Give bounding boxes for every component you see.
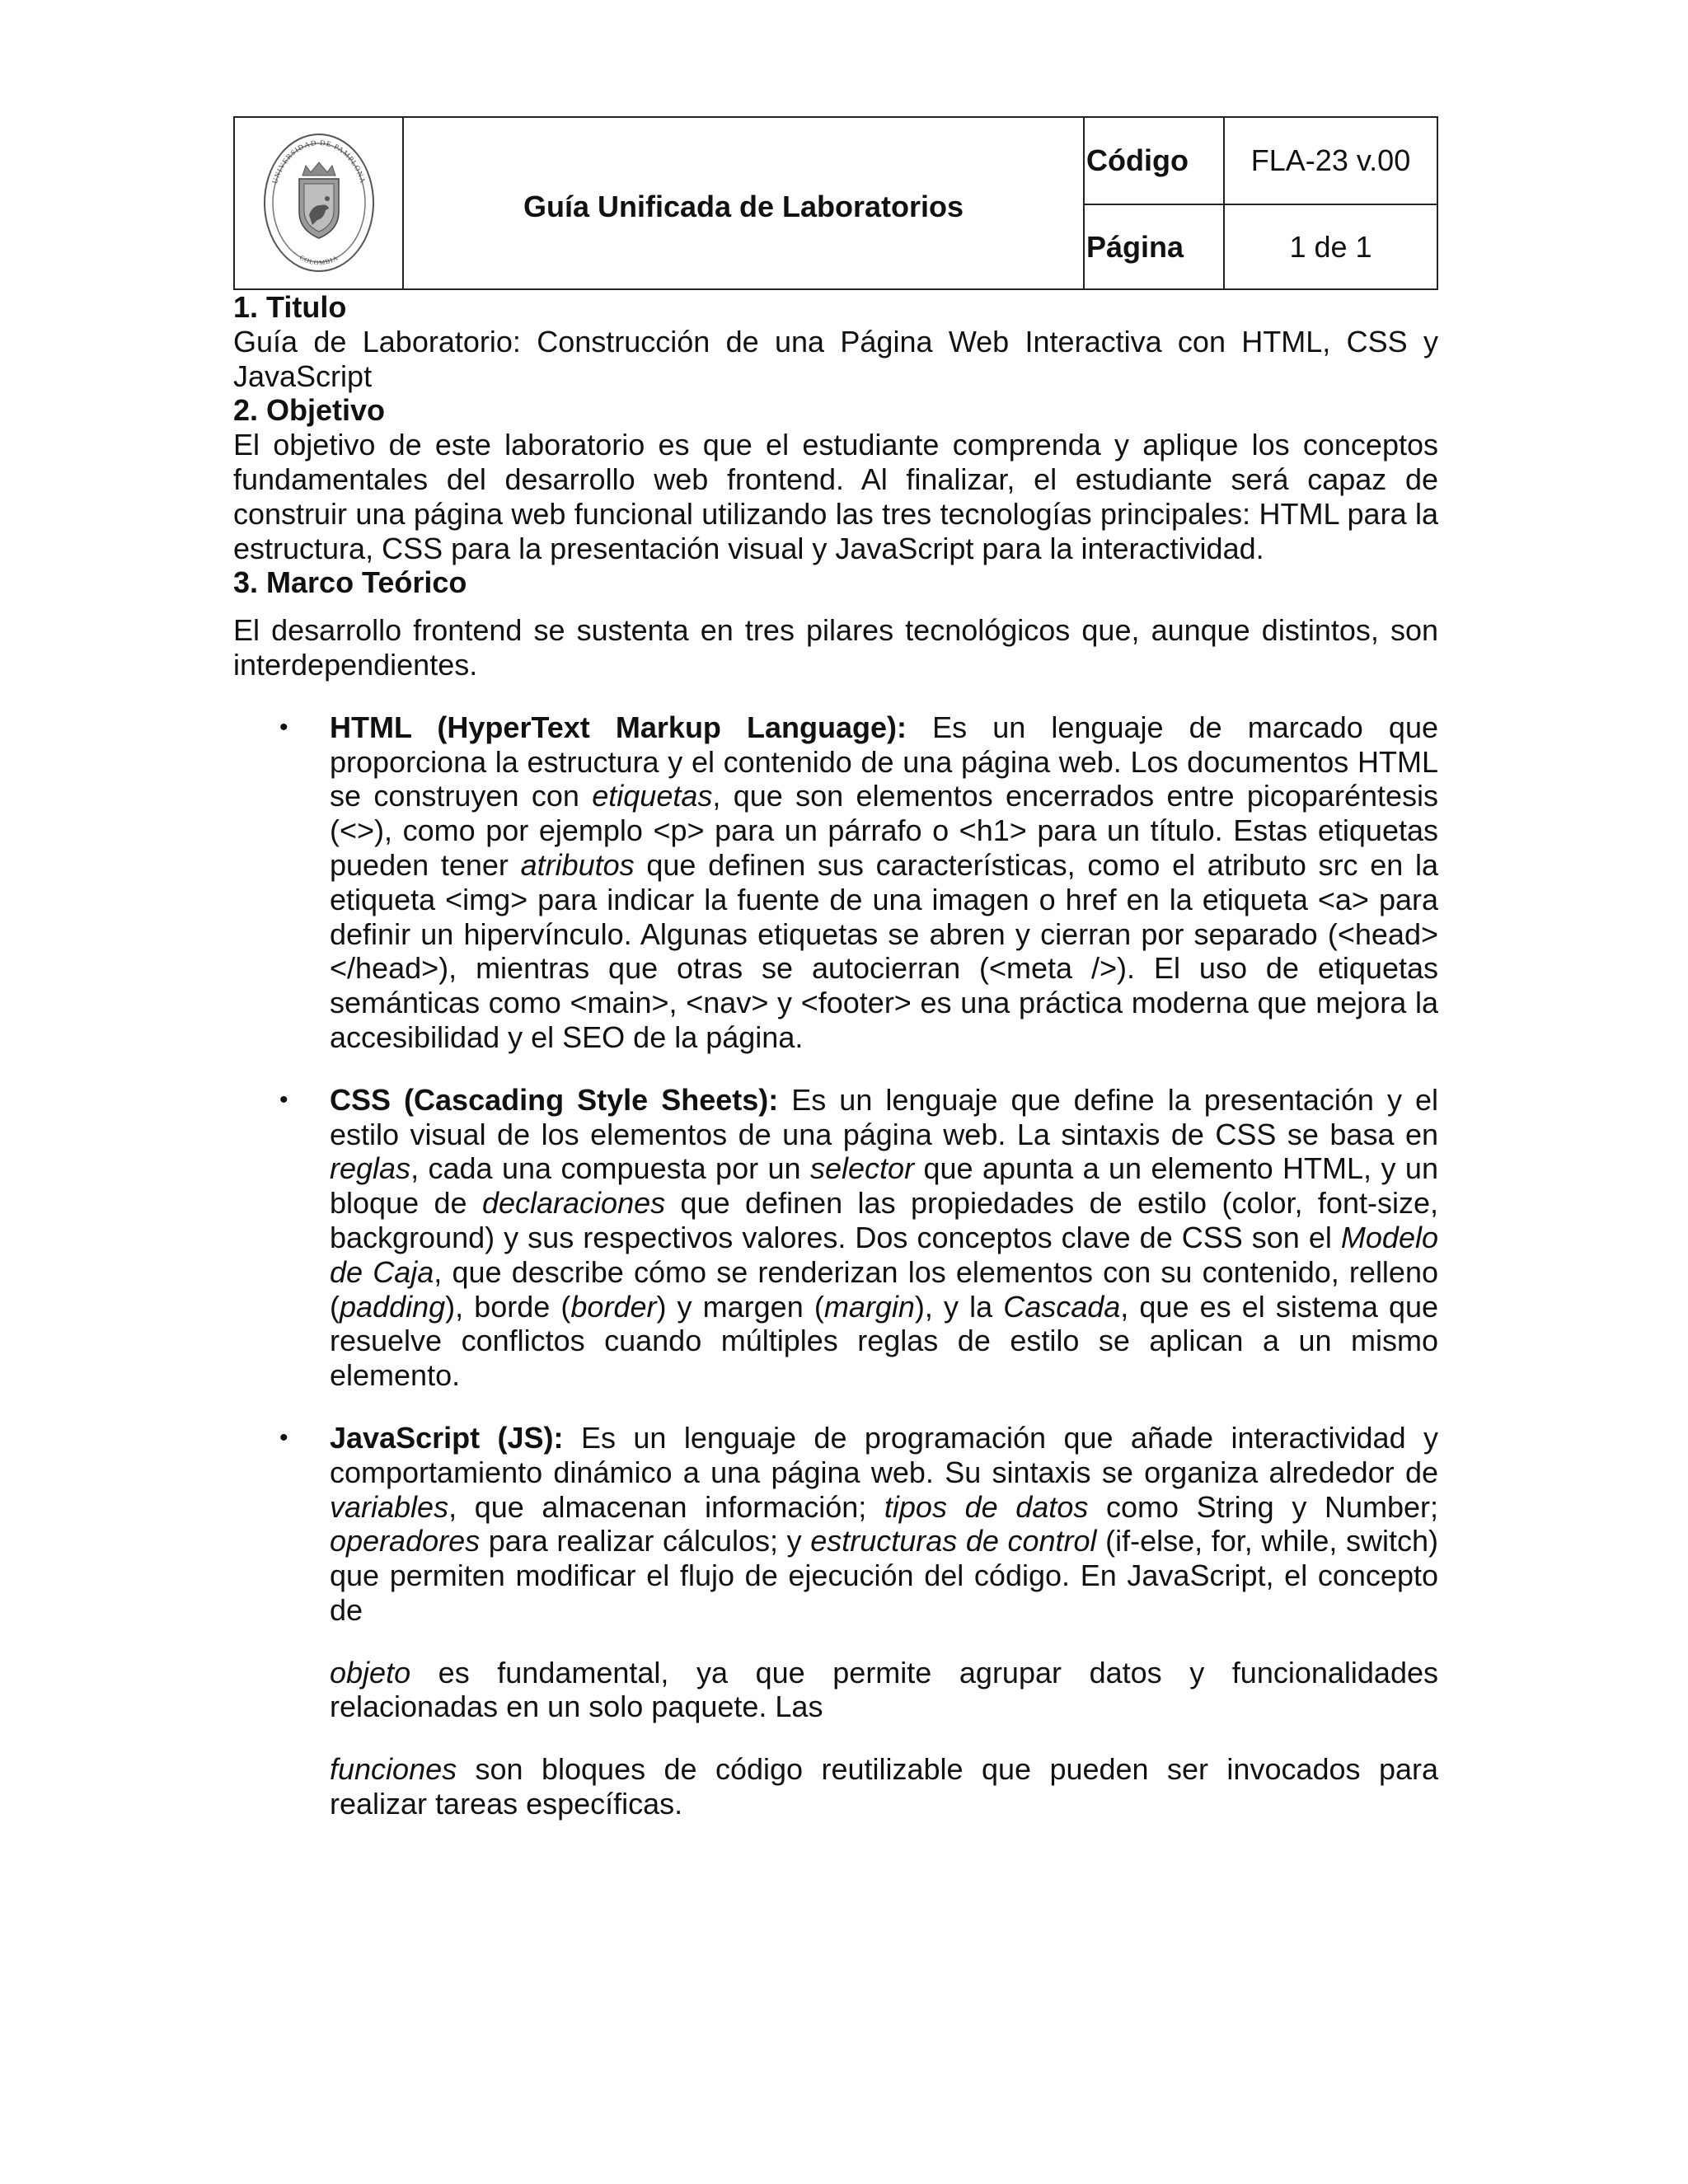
text-run: que apunta a un elemento HTML, y un bloque de — [330, 1151, 1438, 1221]
pillars-list — [233, 710, 1438, 1821]
text-run: para realizar cálculos; y — [480, 1524, 811, 1558]
text-run: , que es el sistema que resuelve conflictos cuando múltiples reglas de estilo se aplican a un mismo elemento. — [330, 1289, 1439, 1393]
text-run: como String y Number; — [1088, 1489, 1439, 1524]
code-label: Código — [1086, 143, 1189, 177]
term-css: CSS (Cascading Style Sheets): — [330, 1082, 779, 1117]
italic-term: reglas — [330, 1151, 411, 1186]
text-run: que definen sus características, como el atributo src en la etiqueta <img> para indicar la fuente de una imagen o href en la etiqueta <a> para definir un hipervínculo. Algunas etiquetas se abren y cierran por separado (<head></head>), mientras que otras se autocierran (<meta />). El uso de etiquetas semánticas como <main>, <nav> y <footer> es una práctica moderna que mejora la accesibilidad y el SEO de la página. — [330, 847, 1439, 1054]
document-header-table — [233, 116, 1438, 290]
italic-term: Cascada — [1003, 1289, 1121, 1324]
italic-term: etiquetas — [592, 779, 713, 813]
section-text-objetivo: El objetivo de este laboratorio es que el estudiante comprenda y aplique los conceptos fundamentales del desarrollo web frontend. Al finalizar, el estudiante será capaz de construir una página web funcional utilizando las tres tecnologías principales: HTML para la estructura, CSS para la presentación visual y JavaScript para la interactividad. — [233, 428, 1438, 565]
section-text-marco-intro: El desarrollo frontend se sustenta en tres pilares tecnológicos que, aunque distintos, son interdependientes. — [233, 613, 1438, 682]
page-label: Página — [1086, 229, 1184, 264]
text-run: ) y margen ( — [656, 1289, 824, 1324]
text-run: , que almacenan información; — [448, 1489, 884, 1524]
document-body — [233, 290, 1438, 1821]
university-seal-logo — [263, 133, 375, 273]
page-value: 1 de 1 — [1289, 229, 1372, 264]
page-label-cell — [1085, 205, 1225, 288]
code-value-cell — [1225, 118, 1437, 205]
italic-term: border — [570, 1289, 657, 1324]
italic-term: atributos — [520, 847, 635, 882]
section-heading-objetivo: 2. Objetivo — [233, 393, 386, 428]
italic-term: declaraciones — [481, 1186, 666, 1221]
italic-term: operadores — [330, 1524, 481, 1558]
term-html: HTML (HyperText Markup Language): — [330, 710, 907, 744]
italic-term: funciones — [330, 1752, 457, 1787]
italic-term: margin — [823, 1289, 915, 1324]
pillar-html-text — [330, 710, 1438, 1055]
code-label-cell — [1085, 118, 1225, 205]
svg-text:COLOMBIA: COLOMBIA — [298, 253, 340, 267]
pillar-js-objeto-text — [330, 1656, 1438, 1725]
page-value-cell — [1225, 205, 1437, 288]
text-run: que definen las propiedades de estilo (color, font-size, background) y sus respectivos valores. Dos conceptos clave de CSS son el — [330, 1186, 1438, 1254]
logo-cell — [235, 118, 404, 288]
italic-term: variables — [330, 1489, 449, 1524]
text-run: es fundamental, ya que permite agrupar datos y funcionalidades relacionadas en un solo paquete. Las — [330, 1655, 1438, 1724]
list-item-javascript — [233, 1421, 1438, 1821]
italic-term: tipos de datos — [884, 1489, 1089, 1524]
pillar-js-text — [330, 1421, 1438, 1628]
pillar-css-text — [330, 1083, 1438, 1393]
list-item-css — [233, 1083, 1438, 1393]
text-run: Es un lenguaje de programación que añade interactividad y comportamiento dinámico a una página web. Su sintaxis se organiza alrededor de — [330, 1420, 1439, 1489]
italic-term: padding — [340, 1289, 446, 1324]
section-heading-marco-teorico: 3. Marco Teórico — [233, 565, 467, 600]
italic-term: objeto — [330, 1655, 411, 1690]
section-heading-titulo: 1. Titulo — [233, 290, 347, 324]
text-run: Es un lenguaje que define la presentación y el estilo visual de los elementos de una página web. La sintaxis de CSS se basa en — [330, 1082, 1438, 1151]
text-run: , que describe cómo se renderizan los elementos con su contenido, relleno ( — [330, 1254, 1438, 1324]
text-run: son bloques de código reutilizable que pueden ser invocados para realizar tareas específicas. — [330, 1752, 1438, 1821]
bullet-icon: • — [279, 1423, 288, 1451]
pillar-js-funciones-text — [330, 1752, 1438, 1821]
text-run: (if-else, for, while, switch) que permiten modificar el flujo de ejecución del código. En JavaScript, el concepto de — [330, 1524, 1438, 1627]
text-run: , que son elementos encerrados entre picoparéntesis (<>), como por ejemplo <p> para un párrafo o <h1> para un título. Estas etiquetas pueden tener — [330, 779, 1439, 882]
italic-term: Modelo de Caja — [330, 1220, 1438, 1289]
text-run: ), borde ( — [445, 1289, 571, 1324]
document-title-cell — [404, 118, 1085, 288]
bullet-icon: • — [279, 713, 288, 741]
document-title: Guía Unificada de Laboratorios — [523, 189, 964, 223]
text-run: , cada una compuesta por un — [410, 1151, 811, 1186]
bullet-icon: • — [279, 1085, 288, 1113]
text-run: ), y la — [914, 1289, 1004, 1324]
svg-text:UNIVERSIDAD DE PAMPLONA: UNIVERSIDAD DE PAMPLONA — [270, 138, 368, 185]
code-value: FLA-23 v.00 — [1250, 143, 1411, 177]
text-run: Es un lenguaje de marcado que proporciona la estructura y el contenido de una página web. Los documentos HTML se construyen con — [330, 710, 1438, 813]
italic-term: selector — [810, 1151, 915, 1186]
italic-term: estructuras de control — [810, 1524, 1097, 1558]
list-item-html — [233, 710, 1438, 1055]
section-text-titulo: Guía de Laboratorio: Construcción de una Página Web Interactiva con HTML, CSS y JavaScript — [233, 324, 1438, 393]
term-js: JavaScript (JS): — [330, 1420, 564, 1455]
